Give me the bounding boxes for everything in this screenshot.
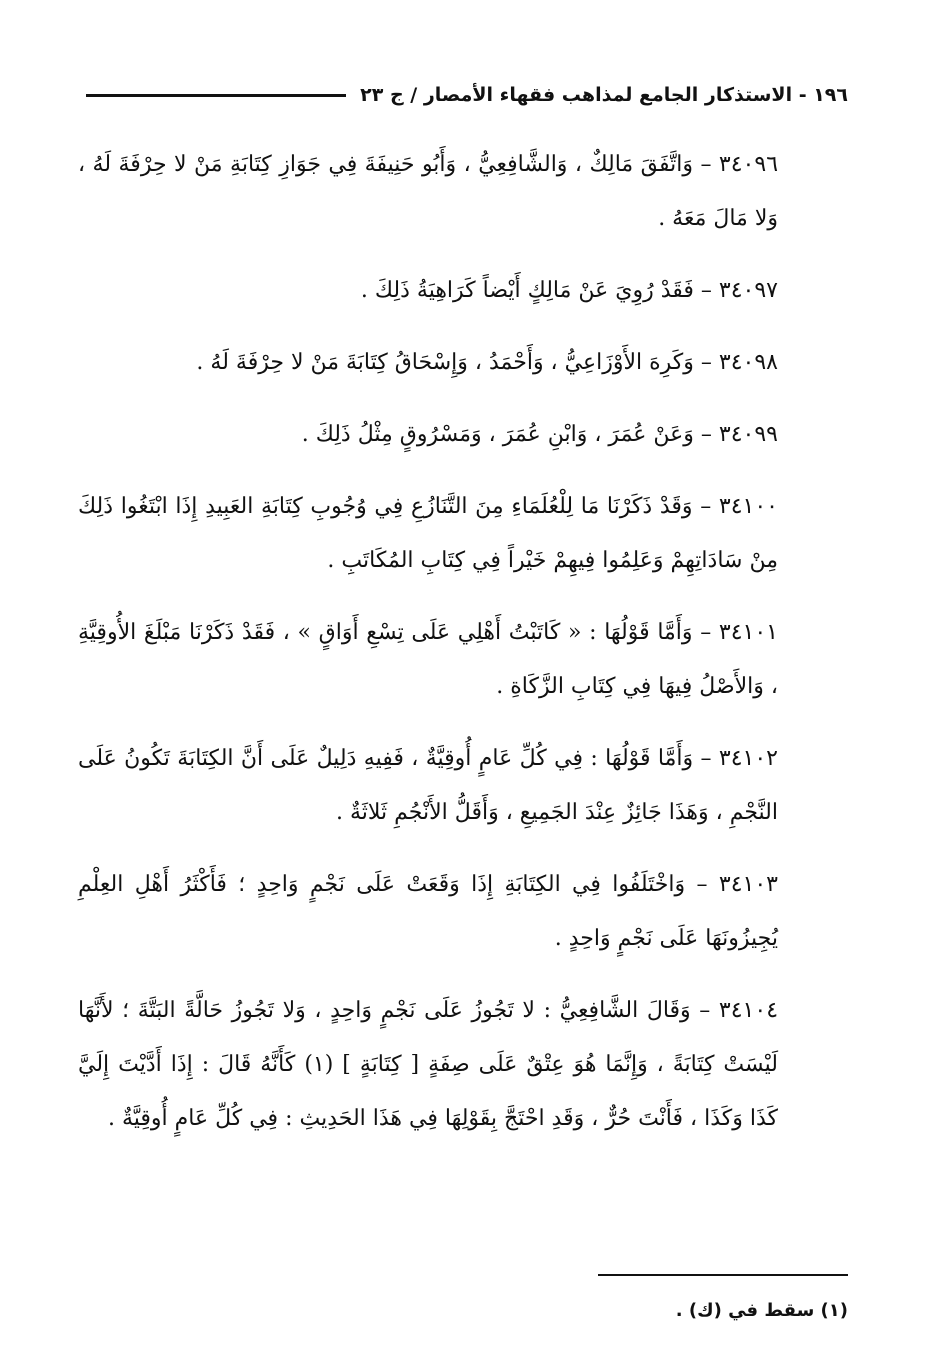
body-text xyxy=(78,138,848,1146)
dash: – xyxy=(693,278,712,303)
document-page xyxy=(78,78,848,1338)
paragraph-number: ٣٤١٠٣ xyxy=(718,872,778,897)
paragraph-number: ٣٤١٠٠ xyxy=(718,494,778,519)
dash: – xyxy=(692,494,712,519)
header-rule xyxy=(86,94,346,97)
dash: – xyxy=(693,350,712,375)
paragraph-34098 xyxy=(78,336,848,390)
paragraph-34099 xyxy=(78,408,848,462)
paragraph-text: وَكَرِهَ الأَوْزَاعِيُّ ، وَأَحْمَدُ ، وَإِسْحَاقُ كِتَابَةَ مَنْ لا حِرْفَةَ لَهُ . xyxy=(196,350,694,375)
dash: – xyxy=(690,998,711,1023)
paragraph-text: وَعَنْ عُمَرَ ، وَابْنِ عُمَرَ ، وَمَسْرُوقٍ مِثْلُ ذَلِكَ . xyxy=(301,422,694,447)
paragraph-number: ٣٤٠٩٦ xyxy=(718,152,779,177)
paragraph-number: ٣٤١٠١ xyxy=(718,620,778,645)
paragraph-34102 xyxy=(78,732,848,840)
dash: – xyxy=(692,152,712,177)
dash: – xyxy=(693,746,712,771)
paragraph-34096 xyxy=(78,138,848,246)
paragraph-number: ٣٤١٠٢ xyxy=(718,746,778,771)
footnote-rule xyxy=(598,1274,848,1276)
dash: – xyxy=(693,422,712,447)
paragraph-34103 xyxy=(78,858,848,966)
dash: – xyxy=(692,620,712,645)
dash: – xyxy=(685,872,708,897)
paragraph-34097 xyxy=(78,264,848,318)
running-header xyxy=(78,78,848,112)
paragraph-number: ٣٤٠٩٩ xyxy=(718,422,778,447)
paragraph-number: ٣٤٠٩٨ xyxy=(718,350,778,375)
paragraph-text: وَاتَّفَقَ مَالِكٌ ، وَالشَّافِعِيُّ ، وَأَبُو حَنِيفَةَ فِي جَوَازِ كِتَابَةِ مَنْ لا حِرْفَةَ لَهُ ، وَلا مَالَ مَعَهُ . xyxy=(78,152,778,231)
paragraph-34100 xyxy=(78,480,848,588)
paragraph-text: وَاخْتَلَفُوا فِي الكِتَابَةِ إِذَا وَقَعَتْ عَلَى نَجْمٍ وَاحِدٍ ؛ فَأَكْثَرُ أَهْلِ العِلْمِ يُجِيزُونَهَا عَلَى نَجْمٍ وَاحِدٍ . xyxy=(78,872,778,951)
paragraph-text: وَقَدْ ذَكَرْنَا مَا لِلْعُلَمَاءِ مِنَ التَّنَازُعِ فِي وُجُوبِ كِتَابَةِ العَبِيدِ إِذَا ابْتَغُوا ذَلِكَ مِنْ سَادَاتِهِمْ وَعَلِمُوا فِيهِمْ خَيْراً فِي كِتَابِ المُكَاتَبِ . xyxy=(78,494,778,573)
paragraph-text: فَقَدْ رُوِيَ عَنْ مَالِكٍ أَيْضاً كَرَاهِيَةُ ذَلِكَ . xyxy=(360,278,694,303)
paragraph-34104 xyxy=(78,984,848,1146)
header-title: ١٩٦ - الاستذكار الجامع لمذاهب فقهاء الأمصار / ج ٢٣ xyxy=(360,84,848,106)
paragraph-text: وَقَالَ الشَّافِعِيُّ : لا تَجُوزُ عَلَى نَجْمٍ وَاحِدٍ ، وَلا تَجُوزُ حَالَّةً البَتَّةَ ؛ لأَنَّهَا لَيْسَتْ كِتَابَةً ، وَإِنَّمَا هُوَ عِتْقٌ عَلَى صِفَةٍ [ كِتَابَةٍ ] (١) كَأَنَّهُ قَالَ : إِذَا أَدَّيْتَ إِلَيَّ كَذَا وَكَذَا ، فَأَنْتَ حُرٌّ ، وَقَدِ احْتَجَّ بِقَوْلِهَا فِي هَذَا الحَدِيثِ : فِي كُلِّ عَامٍ أُوقِيَّةٌ . xyxy=(78,998,779,1131)
footnote: (١) سقط في (ك) . xyxy=(675,1300,848,1321)
paragraph-34101 xyxy=(78,606,848,714)
paragraph-text: وَأَمَّا قَوْلُهَا : « كَاتَبْتُ أَهْلِي عَلَى تِسْعِ أَوَاقٍ » ، فَقَدْ ذَكَرْنَا مَبْلَغَ الأُوقِيَّةِ ، وَالأَصْلُ فِيهَا فِي كِتَابِ الزَّكَاةِ . xyxy=(78,620,778,699)
paragraph-number: ٣٤٠٩٧ xyxy=(718,278,778,303)
paragraph-text: وَأَمَّا قَوْلُهَا : فِي كُلِّ عَامٍ أُوقِيَّةٌ ، فَفِيهِ دَلِيلٌ عَلَى أَنَّ الكِتَابَةَ تَكُونُ عَلَى النَّجْمِ ، وَهَذَا جَائِزٌ عِنْدَ الجَمِيعِ ، وَأَقَلُّ الأَنْجُمِ ثَلاثَةٌ . xyxy=(78,746,778,825)
paragraph-number: ٣٤١٠٤ xyxy=(718,998,779,1023)
